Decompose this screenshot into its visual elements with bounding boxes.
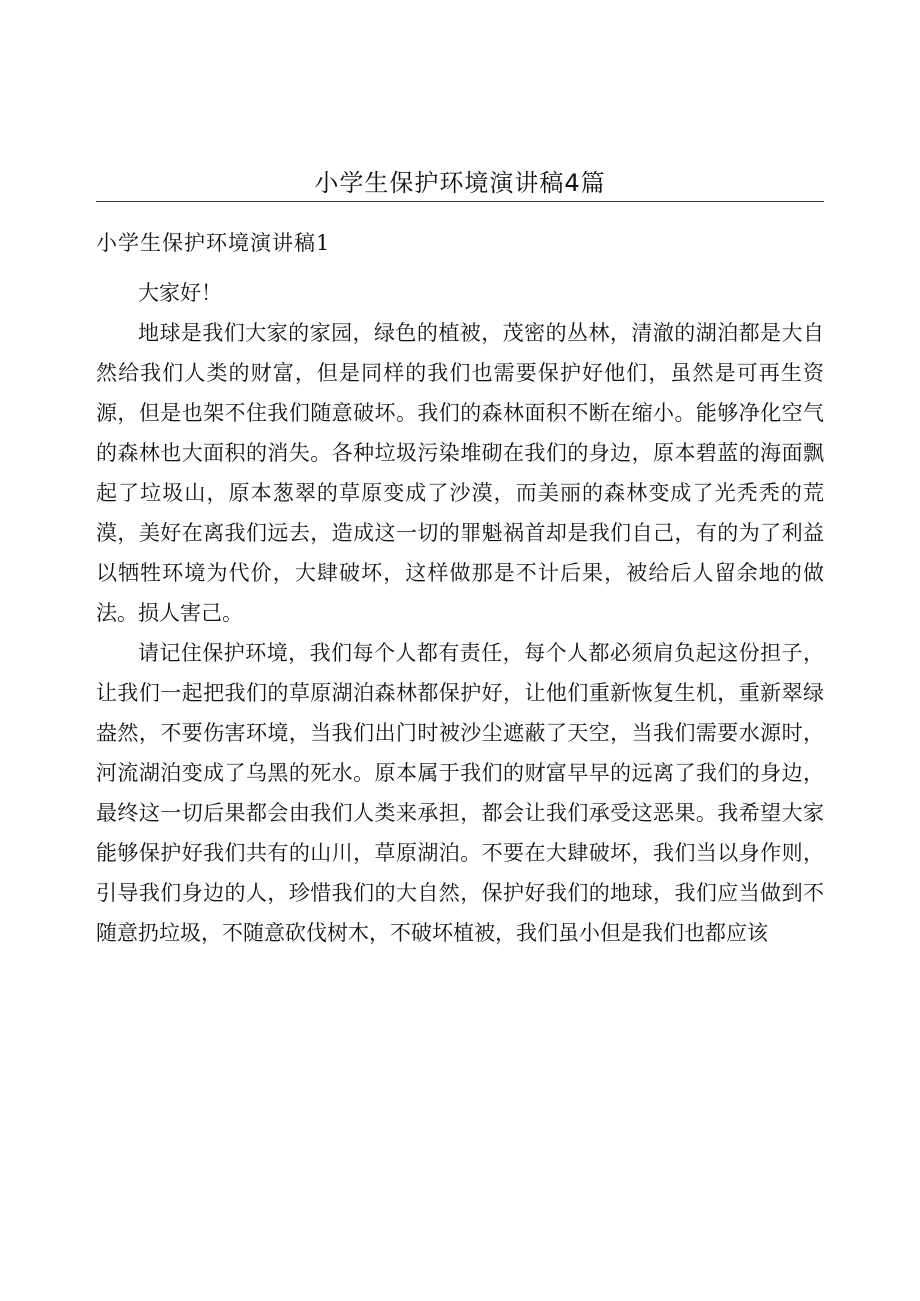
section-heading: 小学生保护环境演讲稿1 [96, 231, 331, 255]
title-underline [96, 201, 824, 202]
paragraph-1: 地球是我们大家的家园，绿色的植被，茂密的丛林，清澈的湖泊都是大自然给我们人类的财富，但是同样的我们也需要保护好他们，虽然是可再生资源，但是也架不住我们随意破坏。我们的森林面积不断在缩小。能够净化空气的森林也大面积的消失。各种垃圾污染堆砌在我们的身边，原本碧蓝的海面飘起了垃圾山，原本葱翠的草原变成了沙漠，而美丽的森林变成了光秃秃的荒漠，美好在离我们远去，造成这一切的罪魁祸首却是我们自己，有的为了利益以牺牲环境为代价，大肆破坏，这样做那是不计后果，被给后人留余地的做法。损人害己。 [96, 321, 824, 625]
document-title: 小学生保护环境演讲稿4篇 [314, 169, 606, 197]
body-text [96, 273, 824, 953]
paragraph-greeting: 大家好！ [138, 281, 222, 305]
paragraph-2: 请记住保护环境，我们每个人都有责任，每个人都必须肩负起这份担子，让我们一起把我们的草原湖泊森林都保护好，让他们重新恢复生机，重新翠绿盎然，不要伤害环境，当我们出门时被沙尘遮蔽了天空，当我们需要水源时，河流湖泊变成了乌黑的死水。原本属于我们的财富早早的远离了我们的身边，最终这一切后果都会由我们人类来承担，都会让我们承受这恶果。我希望大家能够保护好我们共有的山川，草原湖泊。不要在大肆破坏，我们当以身作则，引导我们身边的人，珍惜我们的大自然，保护好我们的地球，我们应当做到不随意扔垃圾，不随意砍伐树木，不破坏植被，我们虽小但是我们也都应该 [96, 641, 824, 945]
